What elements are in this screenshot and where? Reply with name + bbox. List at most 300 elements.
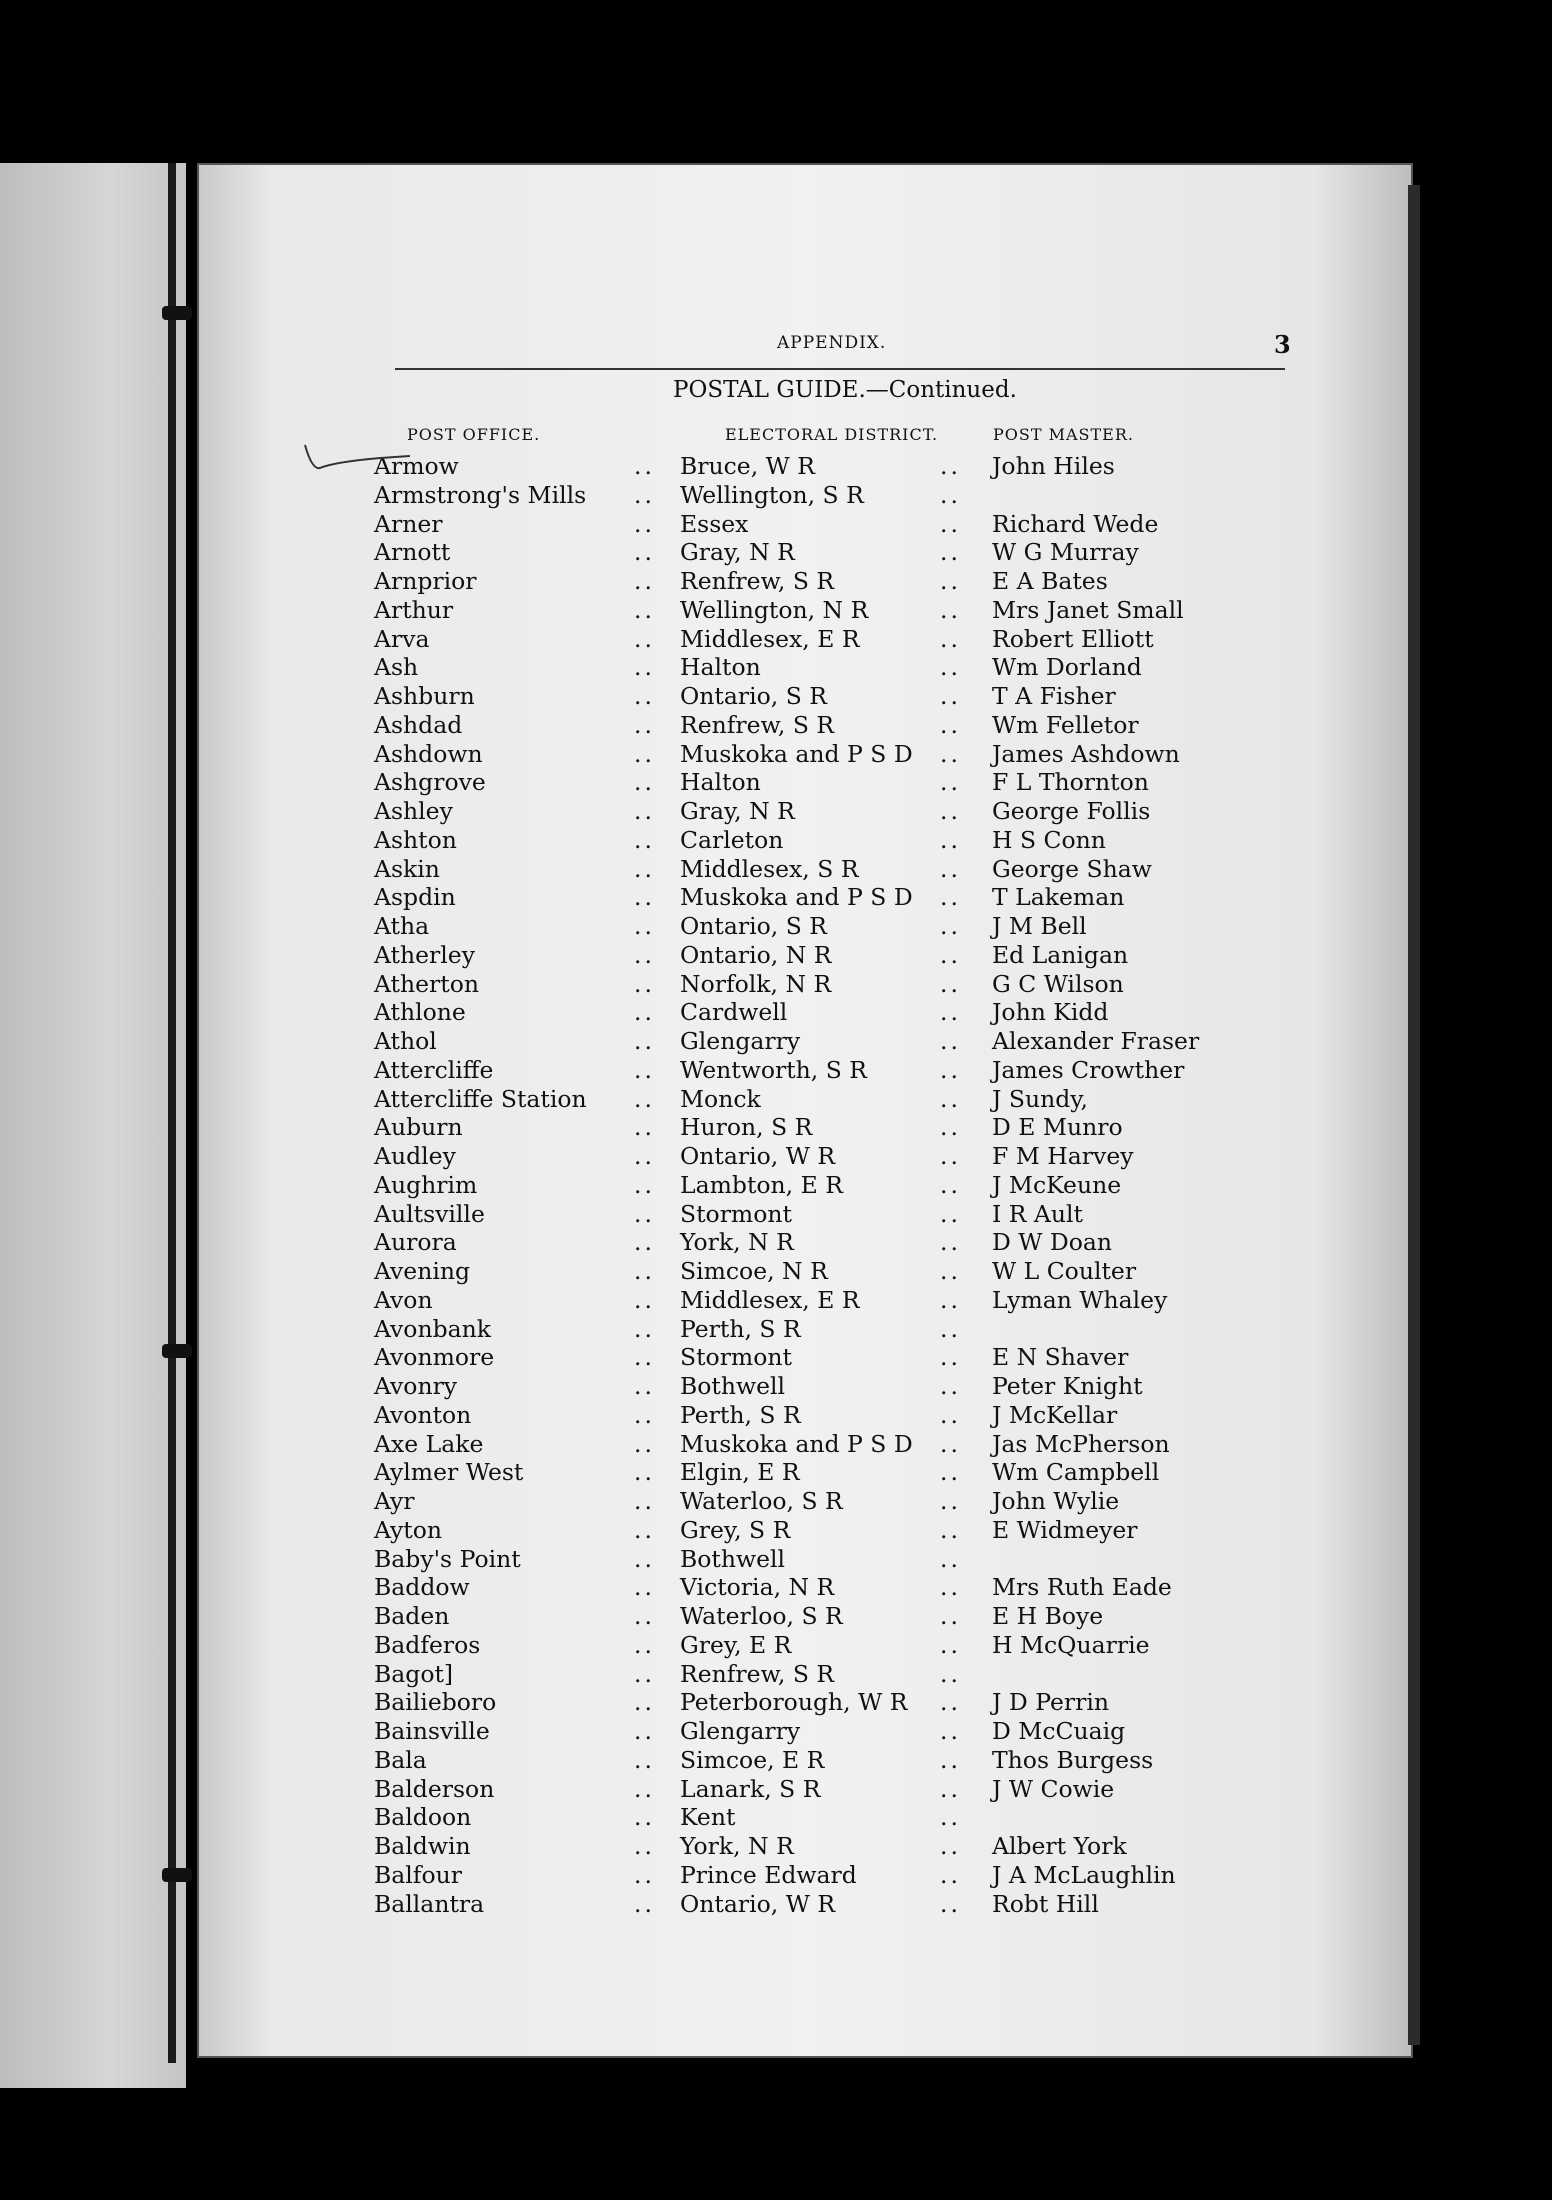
leader-dots: ..: [634, 567, 655, 595]
table-row: [0, 1200, 1552, 1229]
leader-dots: ..: [634, 940, 655, 969]
electoral-district-cell: Simcoe, N R: [680, 1257, 828, 1285]
table-row: [0, 1803, 1552, 1832]
post-office-cell: Atha: [374, 912, 430, 940]
table-row: [0, 1315, 1552, 1344]
electoral-district-cell: Wellington, S R: [680, 480, 864, 509]
post-office-cell: Ashdad: [374, 710, 463, 739]
table-row: [0, 1861, 1552, 1890]
post-office-cell: Baddow: [374, 1573, 470, 1602]
table-row: [0, 1113, 1552, 1142]
table-row: [0, 970, 1552, 999]
leader-dots: ..: [940, 1573, 961, 1602]
electoral-district-cell: Ontario, S R: [680, 682, 827, 710]
table-row: [0, 912, 1552, 941]
post-master-cell: Wm Felletor: [992, 710, 1139, 739]
electoral-district-cell: Kent: [680, 1803, 736, 1832]
leader-dots: ..: [940, 768, 961, 797]
post-office-cell: Balfour: [374, 1860, 463, 1889]
electoral-district-cell: Carleton: [680, 825, 784, 854]
electoral-district-cell: Ontario, W R: [680, 1889, 836, 1918]
leader-dots: ..: [634, 739, 655, 768]
post-office-cell: Baldwin: [374, 1832, 471, 1860]
electoral-district-cell: Peterborough, W R: [680, 1688, 908, 1717]
leader-dots: ..: [634, 1659, 655, 1688]
leader-dots: ..: [634, 653, 655, 682]
electoral-district-cell: York, N R: [680, 1228, 794, 1257]
leader-dots: ..: [940, 1170, 961, 1199]
post-master-cell: W L Coulter: [992, 1257, 1137, 1285]
leader-dots: ..: [940, 624, 961, 653]
post-master-cell: Ed Lanigan: [992, 940, 1129, 969]
leader-dots: ..: [634, 1860, 655, 1889]
post-office-cell: Avon: [374, 1285, 433, 1314]
leader-dots: ..: [940, 883, 961, 912]
table-row: [0, 1056, 1552, 1085]
electoral-district-cell: Middlesex, S R: [680, 854, 859, 883]
table-row: [0, 711, 1552, 740]
table-row: [0, 1775, 1552, 1804]
post-master-cell: Mrs Ruth Eade: [992, 1573, 1172, 1602]
electoral-district-cell: Glengarry: [680, 1717, 801, 1745]
table-row: [0, 1688, 1552, 1717]
table-row: [0, 682, 1552, 711]
post-master-cell: E N Shaver: [992, 1343, 1129, 1372]
table-row: [0, 1430, 1552, 1459]
leader-dots: ..: [634, 1774, 655, 1803]
table-row: [0, 1660, 1552, 1689]
pencil-check-mark: [300, 440, 420, 480]
electoral-district-cell: Gray, N R: [680, 538, 795, 567]
electoral-district-cell: Muskoka and P S D: [680, 1429, 913, 1458]
leader-dots: ..: [940, 1630, 961, 1659]
leader-dots: ..: [940, 682, 961, 710]
electoral-district-cell: Prince Edward: [680, 1860, 857, 1889]
electoral-district-cell: Muskoka and P S D: [680, 883, 913, 912]
leader-dots: ..: [634, 1487, 655, 1515]
leader-dots: ..: [634, 480, 655, 509]
leader-dots: ..: [634, 1458, 655, 1487]
leader-dots: ..: [634, 883, 655, 912]
leader-dots: ..: [940, 480, 961, 509]
electoral-district-cell: Stormont: [680, 1343, 792, 1372]
post-master-cell: George Shaw: [992, 854, 1152, 883]
leader-dots: ..: [634, 1285, 655, 1314]
post-master-cell: Robt Hill: [992, 1889, 1099, 1918]
table-row: [0, 1343, 1552, 1372]
leader-dots: ..: [940, 567, 961, 595]
electoral-district-cell: Ontario, W R: [680, 1142, 836, 1170]
post-office-cell: Ayr: [374, 1487, 415, 1515]
post-office-cell: Arnott: [374, 538, 451, 567]
leader-dots: ..: [940, 1487, 961, 1515]
electoral-district-cell: Glengarry: [680, 1027, 801, 1055]
table-row: [0, 998, 1552, 1027]
post-master-cell: George Follis: [992, 797, 1151, 825]
post-office-cell: Avonton: [374, 1400, 472, 1429]
page-number: 3: [1274, 330, 1291, 359]
leader-dots: ..: [940, 1055, 961, 1084]
table-row: [0, 1257, 1552, 1286]
table-row: [0, 1890, 1552, 1919]
table-row: [0, 1372, 1552, 1401]
leader-dots: ..: [940, 1515, 961, 1544]
leader-dots: ..: [940, 912, 961, 940]
leader-dots: ..: [940, 1285, 961, 1314]
leader-dots: ..: [940, 538, 961, 567]
leader-dots: ..: [940, 739, 961, 768]
leader-dots: ..: [940, 1343, 961, 1372]
post-office-cell: Ashdown: [374, 739, 483, 768]
leader-dots: ..: [940, 1688, 961, 1717]
leader-dots: ..: [634, 1142, 655, 1170]
leader-dots: ..: [634, 1515, 655, 1544]
post-office-cell: Bainsville: [374, 1717, 490, 1745]
table-row: [0, 567, 1552, 596]
table-row: [0, 1487, 1552, 1516]
table-row: [0, 740, 1552, 769]
leader-dots: ..: [634, 1544, 655, 1573]
table-row: [0, 797, 1552, 826]
leader-dots: ..: [634, 624, 655, 653]
post-master-cell: F M Harvey: [992, 1142, 1134, 1170]
table-row: [0, 883, 1552, 912]
post-office-cell: Aspdin: [374, 883, 456, 912]
leader-dots: ..: [634, 1199, 655, 1228]
leader-dots: ..: [634, 1745, 655, 1774]
post-office-cell: Avonbank: [374, 1314, 492, 1343]
leader-dots: ..: [940, 1142, 961, 1170]
electoral-district-cell: Waterloo, S R: [680, 1487, 843, 1515]
electoral-district-cell: Renfrew, S R: [680, 710, 835, 739]
post-master-cell: J D Perrin: [992, 1688, 1109, 1717]
electoral-district-cell: Perth, S R: [680, 1400, 801, 1429]
electoral-district-cell: Essex: [680, 509, 749, 538]
post-master-cell: Albert York: [992, 1832, 1127, 1860]
leader-dots: ..: [940, 998, 961, 1027]
electoral-district-cell: Elgin, E R: [680, 1458, 800, 1487]
electoral-district-cell: Renfrew, S R: [680, 567, 835, 595]
post-office-cell: Ashton: [374, 825, 457, 854]
post-office-cell: Bala: [374, 1745, 427, 1774]
leader-dots: ..: [940, 1832, 961, 1860]
post-office-cell: Badferos: [374, 1630, 481, 1659]
leader-dots: ..: [940, 1257, 961, 1285]
leader-dots: ..: [634, 595, 655, 624]
post-master-cell: T A Fisher: [992, 682, 1116, 710]
leader-dots: ..: [634, 1889, 655, 1918]
electoral-district-cell: Muskoka and P S D: [680, 739, 913, 768]
table-row: [0, 1171, 1552, 1200]
post-office-cell: Attercliffe: [374, 1055, 494, 1084]
table-row: [0, 452, 1552, 481]
post-master-cell: J W Cowie: [992, 1774, 1115, 1803]
post-office-cell: Arva: [374, 624, 430, 653]
electoral-district-cell: Bothwell: [680, 1372, 786, 1400]
leader-dots: ..: [634, 1314, 655, 1343]
post-master-cell: J McKellar: [992, 1400, 1118, 1429]
leader-dots: ..: [940, 1745, 961, 1774]
column-header-post-office: POST OFFICE.: [407, 425, 541, 444]
post-office-cell: Avonmore: [374, 1343, 495, 1372]
postal-guide-table: [0, 452, 1552, 1918]
post-office-cell: Ashburn: [374, 682, 475, 710]
post-master-cell: T Lakeman: [992, 883, 1125, 912]
electoral-district-cell: Perth, S R: [680, 1314, 801, 1343]
electoral-district-cell: Middlesex, E R: [680, 1285, 860, 1314]
leader-dots: ..: [634, 1573, 655, 1602]
leader-dots: ..: [940, 1199, 961, 1228]
leader-dots: ..: [634, 1113, 655, 1142]
leader-dots: ..: [634, 969, 655, 998]
leader-dots: ..: [940, 653, 961, 682]
leader-dots: ..: [634, 1803, 655, 1832]
leader-dots: ..: [940, 1544, 961, 1573]
post-office-cell: Ashgrove: [374, 768, 486, 797]
post-master-cell: W G Murray: [992, 538, 1139, 567]
post-office-cell: Bagot]: [374, 1659, 454, 1688]
table-row: [0, 625, 1552, 654]
leader-dots: ..: [940, 509, 961, 538]
post-office-cell: Athol: [374, 1027, 437, 1055]
leader-dots: ..: [634, 1228, 655, 1257]
table-row: [0, 1602, 1552, 1631]
electoral-district-cell: Cardwell: [680, 998, 788, 1027]
leader-dots: ..: [940, 1602, 961, 1630]
table-row: [0, 1027, 1552, 1056]
leader-dots: ..: [940, 1084, 961, 1113]
section-subtitle: POSTAL GUIDE.—Continued.: [673, 377, 1017, 403]
leader-dots: ..: [940, 1659, 961, 1688]
electoral-district-cell: Waterloo, S R: [680, 1602, 843, 1630]
table-row: [0, 1228, 1552, 1257]
leader-dots: ..: [940, 969, 961, 998]
leader-dots: ..: [940, 1717, 961, 1745]
electoral-district-cell: Ontario, S R: [680, 912, 827, 940]
post-master-cell: John Wylie: [992, 1487, 1120, 1515]
post-master-cell: D W Doan: [992, 1228, 1113, 1257]
leader-dots: ..: [940, 1113, 961, 1142]
post-office-cell: Armstrong's Mills: [374, 480, 587, 509]
table-row: [0, 941, 1552, 970]
leader-dots: ..: [940, 1372, 961, 1400]
table-row: [0, 1631, 1552, 1660]
leader-dots: ..: [634, 1400, 655, 1429]
leader-dots: ..: [940, 1314, 961, 1343]
table-row: [0, 1286, 1552, 1315]
running-title: APPENDIX.: [777, 333, 887, 353]
leader-dots: ..: [940, 1458, 961, 1487]
table-row: [0, 596, 1552, 625]
post-office-cell: Axe Lake: [374, 1429, 484, 1458]
leader-dots: ..: [634, 854, 655, 883]
post-master-cell: Alexander Fraser: [992, 1027, 1200, 1055]
post-office-cell: Ballantra: [374, 1889, 485, 1918]
leader-dots: ..: [634, 998, 655, 1027]
leader-dots: ..: [940, 710, 961, 739]
header-rule: [395, 368, 1285, 370]
table-row: [0, 1573, 1552, 1602]
leader-dots: ..: [634, 1372, 655, 1400]
leader-dots: ..: [634, 1084, 655, 1113]
binding-stitch: [162, 306, 192, 320]
table-row: [0, 826, 1552, 855]
post-office-cell: Avening: [374, 1257, 471, 1285]
electoral-district-cell: York, N R: [680, 1832, 794, 1860]
leader-dots: ..: [634, 1055, 655, 1084]
post-master-cell: D McCuaig: [992, 1717, 1126, 1745]
post-master-cell: Peter Knight: [992, 1372, 1143, 1400]
post-master-cell: Lyman Whaley: [992, 1285, 1168, 1314]
post-master-cell: Thos Burgess: [992, 1745, 1154, 1774]
electoral-district-cell: Halton: [680, 768, 761, 797]
leader-dots: ..: [634, 797, 655, 825]
leader-dots: ..: [634, 825, 655, 854]
table-row: [0, 481, 1552, 510]
leader-dots: ..: [940, 1027, 961, 1055]
electoral-district-cell: Lambton, E R: [680, 1170, 843, 1199]
leader-dots: ..: [634, 768, 655, 797]
leader-dots: ..: [940, 854, 961, 883]
post-office-cell: Ash: [374, 653, 419, 682]
leader-dots: ..: [634, 1688, 655, 1717]
post-master-cell: J M Bell: [992, 912, 1087, 940]
leader-dots: ..: [634, 682, 655, 710]
leader-dots: ..: [940, 1400, 961, 1429]
leader-dots: ..: [940, 452, 961, 480]
table-row: [0, 1545, 1552, 1574]
leader-dots: ..: [940, 595, 961, 624]
electoral-district-cell: Halton: [680, 653, 761, 682]
column-header-post-master: POST MASTER.: [993, 425, 1134, 444]
leader-dots: ..: [634, 912, 655, 940]
electoral-district-cell: Bruce, W R: [680, 452, 815, 480]
leader-dots: ..: [634, 452, 655, 480]
post-master-cell: G C Wilson: [992, 969, 1124, 998]
leader-dots: ..: [634, 1343, 655, 1372]
table-row: [0, 1458, 1552, 1487]
table-row: [0, 1516, 1552, 1545]
leader-dots: ..: [634, 710, 655, 739]
electoral-district-cell: Bothwell: [680, 1544, 786, 1573]
electoral-district-cell: Wentworth, S R: [680, 1055, 868, 1084]
post-office-cell: Aylmer West: [374, 1458, 524, 1487]
post-office-cell: Baden: [374, 1602, 450, 1630]
electoral-district-cell: Monck: [680, 1084, 761, 1113]
post-office-cell: Audley: [374, 1142, 456, 1170]
table-row: [0, 1832, 1552, 1861]
post-master-cell: Mrs Janet Small: [992, 595, 1184, 624]
leader-dots: ..: [940, 825, 961, 854]
leader-dots: ..: [634, 538, 655, 567]
leader-dots: ..: [940, 1429, 961, 1458]
post-master-cell: E H Boye: [992, 1602, 1104, 1630]
post-office-cell: Ayton: [374, 1515, 443, 1544]
column-header-electoral-district: ELECTORAL DISTRICT.: [725, 425, 939, 444]
table-row: [0, 1401, 1552, 1430]
post-master-cell: Wm Campbell: [992, 1458, 1160, 1487]
post-office-cell: Aughrim: [374, 1170, 478, 1199]
post-office-cell: Auburn: [374, 1113, 463, 1142]
electoral-district-cell: Wellington, N R: [680, 595, 869, 624]
post-master-cell: E A Bates: [992, 567, 1108, 595]
table-row: [0, 1142, 1552, 1171]
leader-dots: ..: [940, 1774, 961, 1803]
post-master-cell: James Crowther: [992, 1055, 1185, 1084]
table-row: [0, 768, 1552, 797]
post-office-cell: Bailieboro: [374, 1688, 497, 1717]
table-row: [0, 1717, 1552, 1746]
post-office-cell: Avonry: [374, 1372, 458, 1400]
electoral-district-cell: Lanark, S R: [680, 1774, 821, 1803]
electoral-district-cell: Huron, S R: [680, 1113, 813, 1142]
post-office-cell: Ashley: [374, 797, 453, 825]
electoral-district-cell: Stormont: [680, 1199, 792, 1228]
post-master-cell: Jas McPherson: [992, 1429, 1170, 1458]
electoral-district-cell: Renfrew, S R: [680, 1659, 835, 1688]
post-master-cell: F L Thornton: [992, 768, 1149, 797]
electoral-district-cell: Gray, N R: [680, 797, 795, 825]
electoral-district-cell: Grey, S R: [680, 1515, 791, 1544]
post-office-cell: Attercliffe Station: [374, 1084, 587, 1113]
leader-dots: ..: [634, 1429, 655, 1458]
post-office-cell: Arthur: [374, 595, 454, 624]
electoral-district-cell: Grey, E R: [680, 1630, 792, 1659]
post-office-cell: Atherley: [374, 940, 475, 969]
post-office-cell: Atherton: [374, 969, 480, 998]
post-master-cell: J Sundy,: [992, 1084, 1088, 1113]
post-office-cell: Askin: [374, 854, 440, 883]
leader-dots: ..: [634, 1832, 655, 1860]
post-master-cell: Richard Wede: [992, 509, 1159, 538]
post-master-cell: E Widmeyer: [992, 1515, 1138, 1544]
post-office-cell: Baldoon: [374, 1803, 472, 1832]
leader-dots: ..: [940, 1860, 961, 1889]
table-row: [0, 1085, 1552, 1114]
post-master-cell: John Kidd: [992, 998, 1109, 1027]
table-row: [0, 653, 1552, 682]
post-office-cell: Arner: [374, 509, 443, 538]
leader-dots: ..: [940, 797, 961, 825]
post-office-cell: Arnprior: [374, 567, 477, 595]
electoral-district-cell: Simcoe, E R: [680, 1745, 825, 1774]
post-office-cell: Balderson: [374, 1774, 495, 1803]
post-office-cell: Aurora: [374, 1228, 457, 1257]
leader-dots: ..: [634, 1027, 655, 1055]
post-office-cell: Baby's Point: [374, 1544, 521, 1573]
table-row: [0, 855, 1552, 884]
post-master-cell: I R Ault: [992, 1199, 1083, 1228]
post-master-cell: D E Munro: [992, 1113, 1123, 1142]
leader-dots: ..: [634, 509, 655, 538]
leader-dots: ..: [940, 1803, 961, 1832]
table-row: [0, 1746, 1552, 1775]
electoral-district-cell: Victoria, N R: [680, 1573, 835, 1602]
electoral-district-cell: Norfolk, N R: [680, 969, 832, 998]
electoral-district-cell: Ontario, N R: [680, 940, 832, 969]
table-row: [0, 538, 1552, 567]
leader-dots: ..: [940, 940, 961, 969]
leader-dots: ..: [634, 1717, 655, 1745]
post-office-cell: Athlone: [374, 998, 466, 1027]
post-master-cell: James Ashdown: [992, 739, 1180, 768]
leader-dots: ..: [634, 1257, 655, 1285]
post-master-cell: H McQuarrie: [992, 1630, 1150, 1659]
post-office-cell: Aultsville: [374, 1199, 485, 1228]
leader-dots: ..: [634, 1602, 655, 1630]
leader-dots: ..: [634, 1630, 655, 1659]
leader-dots: ..: [634, 1170, 655, 1199]
